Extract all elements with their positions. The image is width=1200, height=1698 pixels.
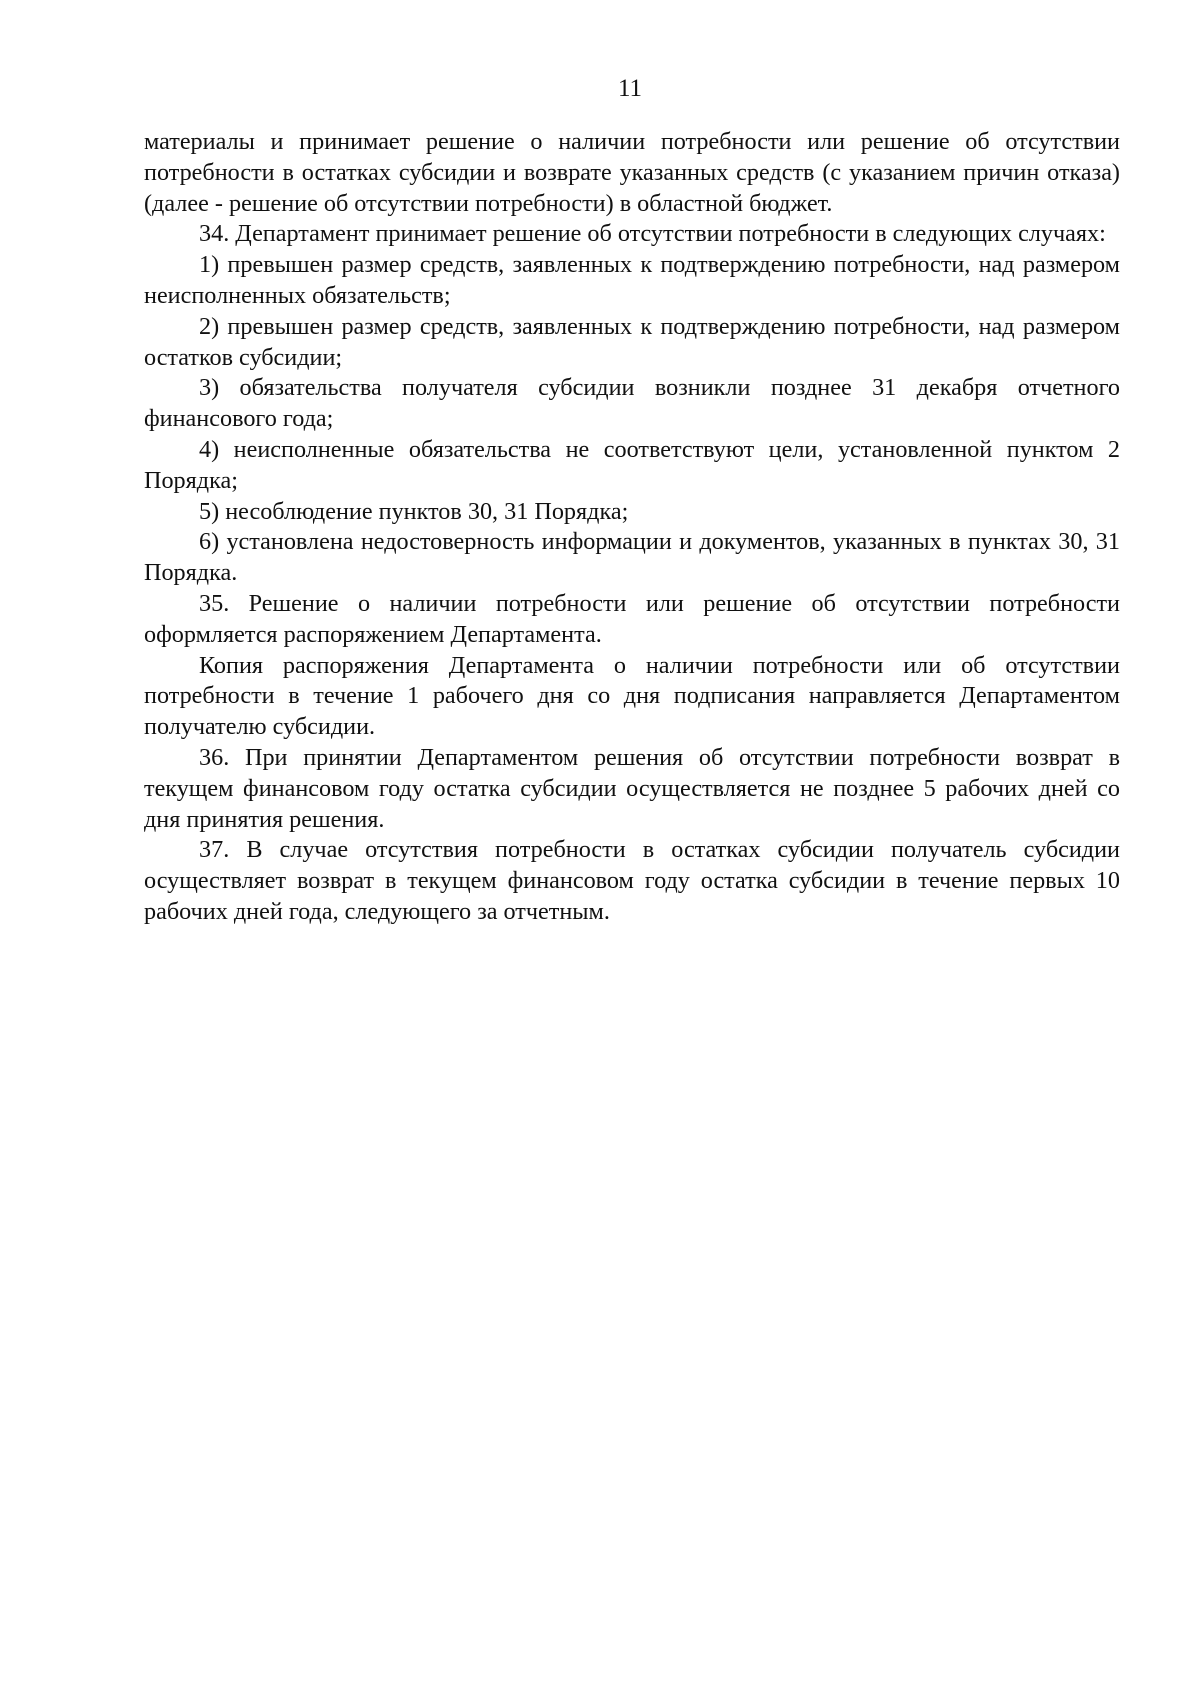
- paragraph-item-37: 37. В случае отсутствия потребности в остатках субсидии получатель субсидии осуществляет возврат в текущем финансовом году остатка субсидии в течение первых 10 рабочих дней года, следующего за отчетным.: [144, 836, 1120, 925]
- page-number: 11: [617, 75, 643, 102]
- paragraph-subitem-5: 5) несоблюдение пунктов 30, 31 Порядка;: [199, 497, 629, 525]
- paragraph-subitem-6: 6) установлена недостоверность информации и документов, указанных в пунктах 30, 31 Порядка.: [144, 528, 1120, 587]
- paragraph-subitem-4: 4) неисполненные обязательства не соответствуют цели, установленной пунктом 2 Порядка;: [144, 435, 1120, 494]
- paragraph-copy-order: Копия распоряжения Департамента о наличии потребности или об отсутствии потребности в течение 1 рабочего дня со дня подписания направляется Департаментом получателю субсидии.: [144, 651, 1120, 741]
- paragraph-subitem-2: 2) превышен размер средств, заявленных к подтверждению потребности, над размером остатков субсидии;: [144, 312, 1120, 371]
- paragraph-subitem-3: 3) обязательства получателя субсидии возникли позднее 31 декабря отчетного финансового года;: [144, 374, 1120, 433]
- paragraph-continuation: материалы и принимает решение о наличии потребности или решение об отсутствии потребности в остатках субсидии и возврате указанных средств (с указанием причин отказа) (далее - решение об отсутствии потребности) в областной бюджет.: [144, 128, 1120, 217]
- paragraph-subitem-1: 1) превышен размер средств, заявленных к подтверждению потребности, над размером неисполненных обязательств;: [144, 251, 1120, 309]
- document-body: [144, 127, 1120, 928]
- paragraph-item-34: 34. Департамент принимает решение об отсутствии потребности в следующих случаях:: [199, 220, 1106, 248]
- paragraph-item-36: 36. При принятии Департаментом решения об отсутствии потребности возврат в текущем финансовом году остатка субсидии осуществляется не позднее 5 рабочих дней со дня принятия решения.: [144, 743, 1120, 833]
- paragraph-item-35: 35. Решение о наличии потребности или решение об отсутствии потребности оформляется распоряжением Департамента.: [144, 589, 1120, 648]
